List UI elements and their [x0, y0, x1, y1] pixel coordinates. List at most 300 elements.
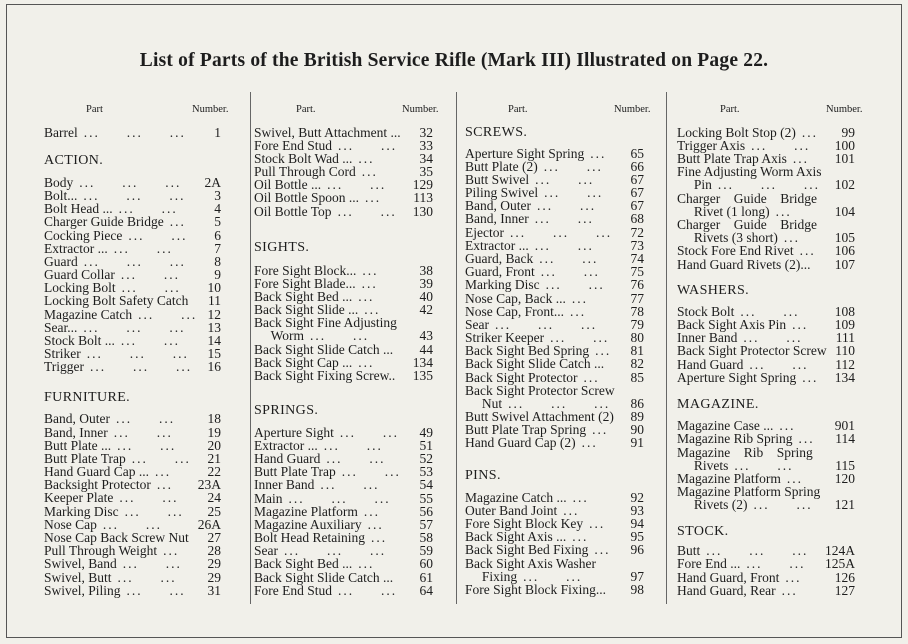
- part-name: Locking Bolt Safety Catch: [44, 293, 189, 308]
- part-name: Extractor ...: [254, 438, 318, 453]
- part-name: Butt: [677, 543, 701, 558]
- part-row: [465, 436, 598, 449]
- part-number: 7: [214, 241, 221, 256]
- part-number: 44: [419, 342, 433, 357]
- part-row: [254, 584, 397, 597]
- leader-dots: ...: [156, 477, 173, 492]
- header-part: Part.: [296, 104, 316, 115]
- part-name: Back Sight Axis ...: [465, 529, 567, 544]
- part-row: [677, 258, 810, 271]
- leader-dots: ...: [367, 517, 384, 532]
- part-name: Barrel: [44, 125, 78, 140]
- part-name: Back Sight Bed Fixing: [465, 542, 589, 557]
- part-name: Sear: [254, 543, 278, 558]
- leader-dots: ... ...: [131, 451, 191, 466]
- part-name: Piling Swivel: [465, 185, 539, 200]
- leader-dots: ... ...: [545, 277, 605, 292]
- section-heading: PINS.: [465, 468, 501, 483]
- part-number: 35: [419, 164, 433, 179]
- part-name: Oil Bottle ...: [254, 177, 322, 192]
- leader-dots: ...: [571, 291, 588, 306]
- part-name: Butt Plate Trap: [254, 464, 336, 479]
- part-row: [677, 371, 818, 384]
- column-divider: [666, 92, 667, 604]
- part-number: 111: [835, 330, 855, 345]
- part-row: [677, 432, 815, 445]
- part-number: 67: [630, 185, 644, 200]
- leader-dots: ... ... ...: [83, 320, 186, 335]
- part-name: Inner Band: [677, 330, 738, 345]
- part-number: 12: [207, 307, 221, 322]
- part-name: Back Sight Axis Washer: [465, 556, 597, 571]
- part-row: [44, 294, 188, 307]
- leader-dots: ...: [775, 204, 792, 219]
- part-name: Fixing: [465, 569, 518, 584]
- leader-dots: ...: [361, 164, 378, 179]
- leader-dots: ... ...: [341, 464, 401, 479]
- leader-dots: ...: [365, 190, 382, 205]
- part-row: [254, 329, 369, 342]
- leader-dots: ...: [786, 471, 803, 486]
- part-number: 115: [835, 458, 855, 473]
- part-number: 20: [207, 438, 221, 453]
- part-number: 18: [207, 411, 221, 426]
- part-row: [677, 244, 816, 257]
- part-name: Oil Bottle Spoon ...: [254, 190, 360, 205]
- part-name: Stock Fore End Rivet: [677, 243, 794, 258]
- part-name: Magazine Catch ...: [465, 490, 567, 505]
- part-number: 52: [419, 451, 433, 466]
- part-name: Rivets (3 short): [677, 230, 778, 245]
- part-name: Charger Guide Bridge: [677, 217, 817, 232]
- page-title: List of Parts of the British Service Rifle (Mark III) Illustrated on Page 22.: [139, 50, 769, 71]
- part-row: [677, 178, 820, 191]
- leader-dots: ...: [163, 543, 180, 558]
- part-name: Guard Collar: [44, 267, 115, 282]
- part-number: 86: [630, 396, 644, 411]
- part-number: 73: [630, 238, 644, 253]
- part-row: [254, 557, 374, 570]
- part-number: 105: [834, 230, 855, 245]
- part-name: Back Sight Slide Catch ...: [465, 356, 605, 371]
- leader-dots: ... ...: [102, 517, 162, 532]
- leader-dots: ... ...: [327, 177, 387, 192]
- part-number: 80: [630, 330, 644, 345]
- part-name: Aperture Sight Spring: [465, 146, 585, 161]
- part-name: Rivet (1 long): [677, 204, 770, 219]
- header-part: Part: [86, 104, 103, 115]
- leader-dots: ...: [358, 355, 375, 370]
- part-name: Trigger: [44, 359, 85, 374]
- part-number: 113: [413, 190, 433, 205]
- part-row: [254, 205, 397, 218]
- part-number: 24: [207, 490, 221, 505]
- part-number: 64: [419, 583, 433, 598]
- leader-dots: ... ...: [536, 198, 597, 213]
- part-name: Nut: [465, 396, 503, 411]
- part-name: Back Sight Fine Adjusting: [254, 315, 397, 330]
- part-number: 67: [630, 198, 644, 213]
- leader-dots: ... ... ...: [83, 188, 186, 203]
- part-number: 51: [419, 438, 433, 453]
- part-number: 32: [419, 125, 433, 140]
- part-number: 31: [207, 583, 221, 598]
- header-number: Number.: [402, 104, 439, 115]
- part-name: Fore Sight Block Fixing...: [465, 582, 607, 597]
- header-number: Number.: [826, 104, 863, 115]
- part-name: Magazine Auxiliary: [254, 517, 362, 532]
- leader-dots: ...: [364, 302, 381, 317]
- part-row: [677, 584, 798, 597]
- leader-dots: ...: [581, 435, 598, 450]
- leader-dots: ...: [169, 214, 186, 229]
- leader-dots: ... ...: [120, 267, 180, 282]
- part-row: [44, 215, 186, 228]
- part-number: 99: [841, 125, 855, 140]
- part-name: Nose Cap: [44, 517, 97, 532]
- header-number: Number.: [192, 104, 229, 115]
- header-part: Part.: [720, 104, 740, 115]
- part-number: 19: [207, 425, 221, 440]
- part-number: 68: [630, 211, 644, 226]
- part-number: 901: [834, 418, 855, 433]
- part-name: Sear...: [44, 320, 78, 335]
- part-name: Butt Swivel Attachment (2): [465, 409, 614, 424]
- part-number: 102: [834, 177, 855, 192]
- leader-dots: ... ...: [119, 490, 179, 505]
- part-number: 13: [207, 320, 221, 335]
- column-divider: [456, 92, 457, 604]
- part-name: Trigger Axis: [677, 138, 746, 153]
- part-number: 82: [630, 356, 644, 371]
- part-number: 134: [834, 370, 855, 385]
- part-row: [465, 543, 611, 556]
- part-name: Magazine Platform Spring: [677, 484, 821, 499]
- section-heading: MAGAZINE.: [677, 397, 759, 412]
- part-name: Hand Guard Cap ...: [44, 464, 149, 479]
- leader-dots: ...: [589, 516, 606, 531]
- part-number: 29: [207, 570, 221, 585]
- leader-dots: ... ... ...: [83, 125, 186, 140]
- part-name: Back Sight Protector Screw: [677, 343, 827, 358]
- part-number: 78: [630, 304, 644, 319]
- leader-dots: ... ...: [124, 504, 184, 519]
- section-heading: SIGHTS.: [254, 240, 310, 255]
- part-name: Rivets (2): [677, 497, 748, 512]
- leader-dots: ... ...: [323, 438, 383, 453]
- leader-dots: ... ... ...: [508, 396, 611, 411]
- part-number: 100: [834, 138, 855, 153]
- part-row: [44, 126, 186, 139]
- leader-dots: ...: [592, 422, 609, 437]
- part-number: 34: [419, 151, 433, 166]
- part-number: 112: [835, 357, 855, 372]
- part-number: 5: [214, 214, 221, 229]
- part-number: 97: [630, 569, 644, 584]
- part-row: [254, 478, 379, 491]
- leader-dots: ... ...: [539, 251, 599, 266]
- part-row: [465, 278, 605, 291]
- leader-dots: ...: [792, 151, 810, 166]
- part-number: 104: [834, 204, 855, 219]
- part-number: 43: [419, 328, 433, 343]
- leader-dots: ... ...: [121, 280, 181, 295]
- part-number: 130: [412, 204, 433, 219]
- part-name: Magazine Rib Spring: [677, 431, 793, 446]
- part-name: Butt Plate Trap Spring: [465, 422, 587, 437]
- part-row: [677, 498, 813, 511]
- part-row: [44, 584, 186, 597]
- part-number: 65: [630, 146, 644, 161]
- part-number: 134: [412, 355, 433, 370]
- leader-dots: ... ... ...: [79, 175, 182, 190]
- leader-dots: ...: [779, 418, 796, 433]
- part-number: 108: [834, 304, 855, 319]
- part-number: 67: [630, 172, 644, 187]
- leader-dots: ...: [595, 343, 612, 358]
- leader-dots: ... ...: [534, 211, 594, 226]
- part-name: Extractor ...: [44, 241, 108, 256]
- part-name: Pull Through Weight: [44, 543, 158, 558]
- part-number: 110: [835, 343, 855, 358]
- part-name: Cocking Piece: [44, 228, 123, 243]
- section-heading: WASHERS.: [677, 283, 750, 298]
- part-number: 66: [630, 159, 644, 174]
- part-number: 9: [214, 267, 221, 282]
- part-name: Charger Guide Bridge: [44, 214, 164, 229]
- part-name: Keeper Plate: [44, 490, 114, 505]
- part-number: 135: [412, 368, 433, 383]
- part-number: 10: [207, 280, 221, 295]
- section-heading: FURNITURE.: [44, 390, 131, 405]
- part-number: 76: [630, 277, 644, 292]
- part-number: 53: [419, 464, 433, 479]
- part-name: Ejector: [465, 225, 504, 240]
- part-name: Band, Outer: [465, 198, 531, 213]
- leader-dots: ... ...: [543, 159, 603, 174]
- part-number: 60: [419, 556, 433, 571]
- leader-dots: ...: [801, 125, 818, 140]
- leader-dots: ... ... ...: [717, 177, 821, 192]
- leader-dots: ... ... ...: [706, 543, 809, 558]
- part-name: Backsight Protector: [44, 477, 151, 492]
- part-number: 107: [834, 257, 855, 272]
- part-name: Pin: [677, 177, 712, 192]
- part-name: Locking Bolt: [44, 280, 116, 295]
- part-number: 38: [419, 263, 433, 278]
- part-name: Butt Plate Trap: [44, 451, 126, 466]
- part-number: 72: [630, 225, 644, 240]
- leader-dots: ...: [783, 230, 800, 245]
- leader-dots: ...: [594, 542, 611, 557]
- part-name: Back Sight Protector Screw: [465, 383, 615, 398]
- leader-dots: ... ... ...: [495, 317, 598, 332]
- part-number: 11: [208, 293, 221, 308]
- part-row: [465, 583, 606, 596]
- part-number: 94: [630, 516, 644, 531]
- leader-dots: ... ...: [320, 477, 380, 492]
- part-name: Fore End ...: [677, 556, 741, 571]
- part-name: Bolt Head Retaining: [254, 530, 365, 545]
- part-name: Magazine Case ...: [677, 418, 774, 433]
- part-number: 89: [630, 409, 644, 424]
- part-name: Hand Guard: [254, 451, 321, 466]
- part-name: Hand Guard, Front: [677, 570, 780, 585]
- part-name: Bolt Head ...: [44, 201, 113, 216]
- part-number: 81: [630, 343, 644, 358]
- part-name: Back Sight Bed ...: [254, 289, 353, 304]
- part-name: Fore End Stud: [254, 583, 333, 598]
- header-number: Number.: [614, 104, 651, 115]
- part-name: Back Sight Slide Catch ...: [254, 570, 394, 585]
- part-name: Bolt...: [44, 188, 78, 203]
- part-row: [44, 412, 175, 425]
- part-number: 6: [214, 228, 221, 243]
- part-number: 25: [207, 504, 221, 519]
- part-number: 49: [419, 425, 433, 440]
- leader-dots: ...: [781, 583, 798, 598]
- leader-dots: ... ...: [128, 228, 188, 243]
- leader-dots: ...: [798, 431, 815, 446]
- leader-dots: ... ...: [753, 497, 813, 512]
- leader-dots: ... ... ...: [284, 543, 387, 558]
- part-row: [465, 212, 594, 225]
- part-name: Fore Sight Blade...: [254, 276, 356, 291]
- part-name: Guard, Front: [465, 264, 535, 279]
- part-number: 16: [207, 359, 221, 374]
- part-name: Pull Through Cord: [254, 164, 356, 179]
- part-name: Magazine Platform: [677, 471, 781, 486]
- part-number: 54: [419, 477, 433, 492]
- part-number: 92: [630, 490, 644, 505]
- part-name: Stock Bolt Wad ...: [254, 151, 353, 166]
- part-row: [254, 191, 381, 204]
- part-number: 91: [630, 435, 644, 450]
- part-number: 121: [834, 497, 855, 512]
- part-number: 40: [419, 289, 433, 304]
- part-name: Back Sight Cap ...: [254, 355, 353, 370]
- part-name: Rivets: [677, 458, 729, 473]
- part-number: 15: [207, 346, 221, 361]
- leader-dots: ... ...: [339, 425, 399, 440]
- part-name: Butt Plate ...: [44, 438, 112, 453]
- leader-dots: ... ...: [734, 458, 794, 473]
- leader-dots: ...: [361, 276, 378, 291]
- leader-dots: ...: [362, 263, 379, 278]
- part-number: 75: [630, 264, 644, 279]
- part-name: Swivel, Butt: [44, 570, 112, 585]
- part-name: Aperture Sight Spring: [677, 370, 797, 385]
- part-name: Stock Bolt: [677, 304, 735, 319]
- part-name: Magazine Platform: [254, 504, 358, 519]
- leader-dots: ...: [358, 289, 375, 304]
- part-number: 42: [419, 302, 433, 317]
- part-number: 22: [207, 464, 221, 479]
- leader-dots: ...: [785, 570, 802, 585]
- part-name: Fore Sight Block Key: [465, 516, 584, 531]
- part-name: Back Sight Protector: [465, 370, 578, 385]
- part-name: Marking Disc: [44, 504, 119, 519]
- part-number: 21: [207, 451, 221, 466]
- leader-dots: ... ...: [751, 138, 811, 153]
- part-name: Hand Guard Cap (2): [465, 435, 576, 450]
- part-name: Back Sight Bed ...: [254, 556, 353, 571]
- part-number: 95: [630, 529, 644, 544]
- part-number: 57: [419, 517, 433, 532]
- leader-dots: ...: [802, 370, 819, 385]
- leader-dots: ... ...: [138, 307, 198, 322]
- part-name: Marking Disc: [465, 277, 540, 292]
- part-name: Nose Cap Back Screw Nut: [44, 530, 189, 545]
- part-name: Guard: [44, 254, 78, 269]
- leader-dots: ... ... ...: [83, 254, 186, 269]
- leader-dots: ... ...: [326, 451, 386, 466]
- column-divider: [250, 92, 251, 604]
- part-name: Guard, Back: [465, 251, 534, 266]
- part-row: [465, 357, 604, 370]
- part-number: 127: [834, 583, 855, 598]
- part-number: 61: [419, 570, 433, 585]
- part-name: Butt Plate (2): [465, 159, 538, 174]
- part-name: Fore Sight Block...: [254, 263, 357, 278]
- part-name: Back Sight Bed Spring: [465, 343, 590, 358]
- section-heading: SPRINGS.: [254, 403, 319, 418]
- part-number: 59: [419, 543, 433, 558]
- part-number: 27: [207, 530, 221, 545]
- part-name: Main: [254, 491, 283, 506]
- part-name: Back Sight Axis Pin: [677, 317, 787, 332]
- part-number: 28: [207, 543, 221, 558]
- part-name: Sear: [465, 317, 489, 332]
- leader-dots: ...: [358, 151, 375, 166]
- part-number: 4: [214, 201, 221, 216]
- part-number: 33: [419, 138, 433, 153]
- part-name: Swivel, Band: [44, 556, 117, 571]
- leader-dots: ... ...: [337, 204, 397, 219]
- part-number: 14: [207, 333, 221, 348]
- part-name: Back Sight Slide ...: [254, 302, 359, 317]
- part-name: Band, Outer: [44, 411, 110, 426]
- part-number: 39: [419, 276, 433, 291]
- part-number: 101: [834, 151, 855, 166]
- part-number: 125A: [825, 556, 855, 571]
- part-number: 120: [834, 471, 855, 486]
- part-number: 1: [214, 125, 221, 140]
- leader-dots: ... ...: [749, 357, 809, 372]
- part-number: 3: [214, 188, 221, 203]
- part-name: Hand Guard, Rear: [677, 583, 776, 598]
- part-row: [677, 344, 827, 357]
- leader-dots: ... ...: [535, 172, 595, 187]
- leader-dots: ...: [154, 464, 172, 479]
- part-number: 74: [630, 251, 644, 266]
- part-number: 98: [630, 582, 644, 597]
- leader-dots: ... ...: [113, 425, 173, 440]
- header-part: Part.: [508, 104, 528, 115]
- part-name: Magazine Catch: [44, 307, 133, 322]
- leader-dots: ... ...: [117, 570, 177, 585]
- leader-dots: ... ...: [743, 330, 803, 345]
- part-number: 93: [630, 503, 644, 518]
- part-number: 79: [630, 317, 644, 332]
- part-number: 96: [630, 542, 644, 557]
- part-name: Fine Adjusting Worm Axis: [677, 164, 822, 179]
- part-row: [44, 557, 182, 570]
- part-number: 29: [207, 556, 221, 571]
- part-name: Extractor ...: [465, 238, 529, 253]
- leader-dots: ... ...: [120, 333, 181, 348]
- leader-dots: ... ...: [310, 328, 370, 343]
